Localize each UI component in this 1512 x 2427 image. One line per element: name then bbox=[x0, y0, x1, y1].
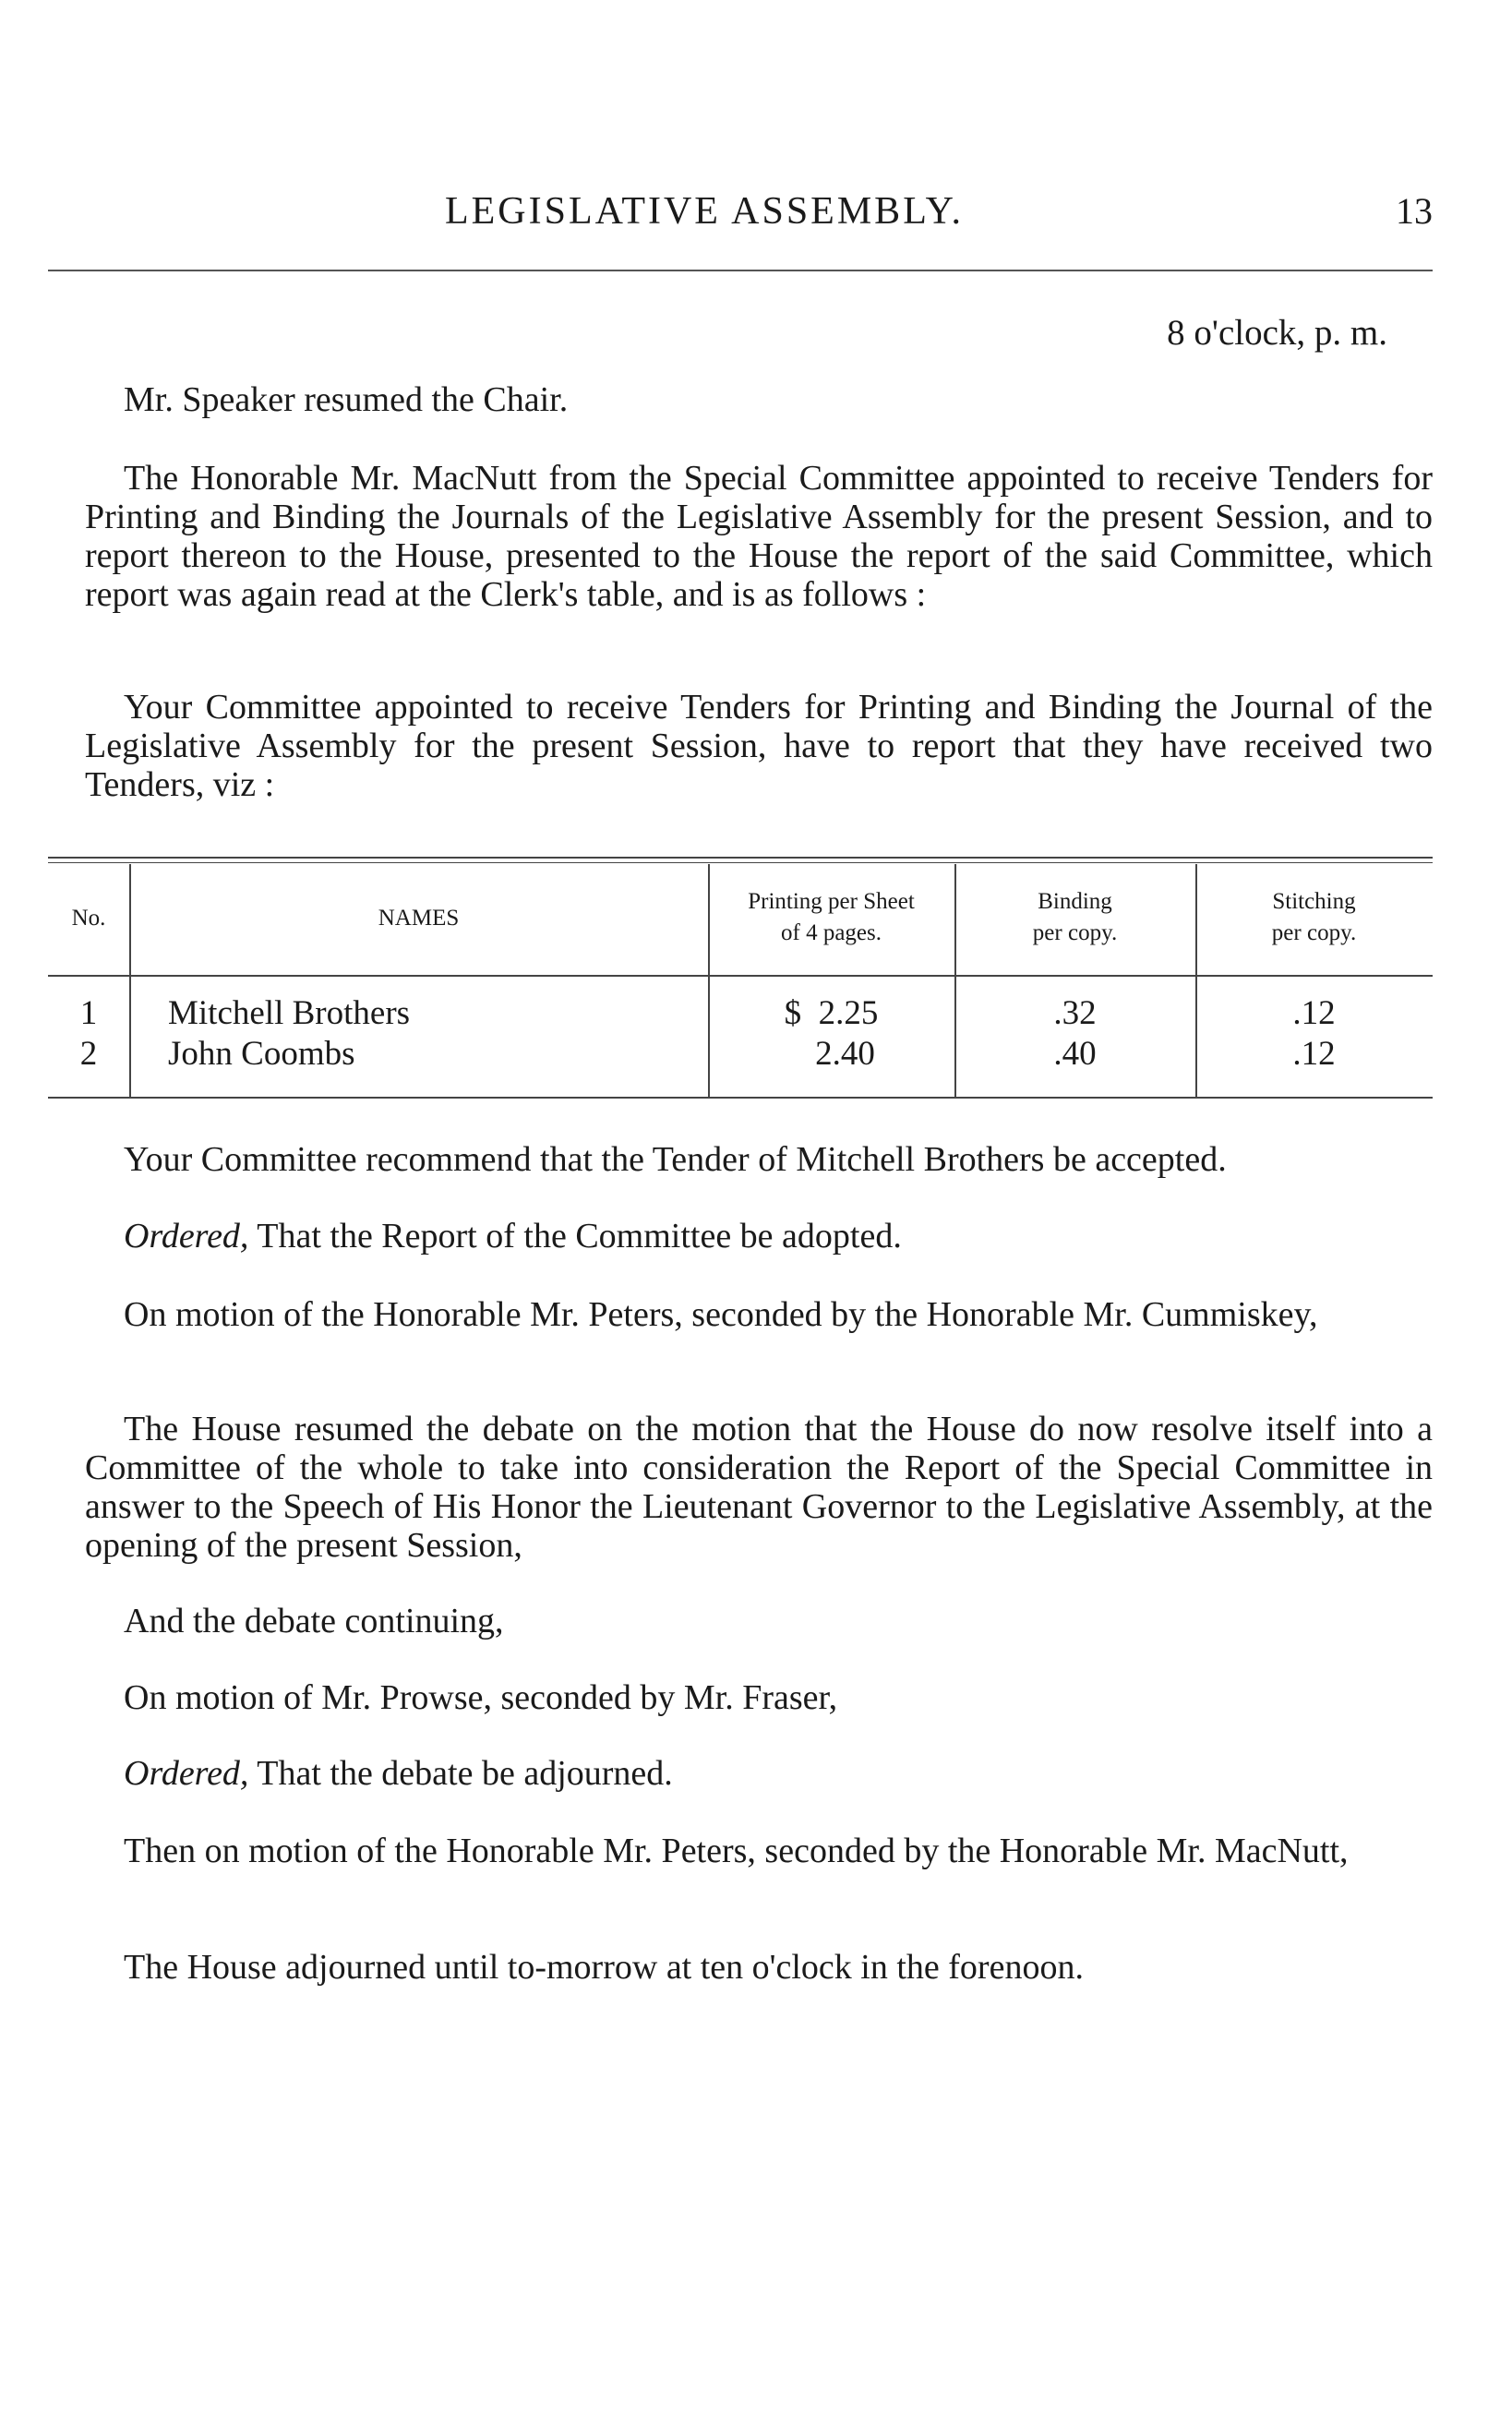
table-cell-name: Mitchell Brothers bbox=[168, 994, 411, 1032]
paragraph-debate-continuing: And the debate continuing, bbox=[124, 1602, 504, 1640]
page-number: 13 bbox=[1396, 190, 1433, 232]
paragraph-motion-macnutt: Then on motion of the Honorable Mr. Peters, seconded by the Honorable Mr. MacNutt, bbox=[124, 1832, 1349, 1870]
paragraph-motion-peters: On motion of the Honorable Mr. Peters, seconded by the Honorable Mr. Cummiskey, bbox=[124, 1295, 1318, 1334]
paragraph-ordered-adopted bbox=[85, 1217, 1471, 1256]
paragraph-ordered-adjourned bbox=[85, 1754, 1471, 1793]
table-rule-bottom bbox=[48, 1097, 1433, 1099]
paragraph-house-adjourned: The House adjourned until to-morrow at ten o'clock in the forenoon. bbox=[124, 1948, 1084, 1987]
tenders-table bbox=[48, 857, 1433, 1101]
ordered-label: Ordered, bbox=[124, 1754, 249, 1793]
table-cell-stitching: .12 bbox=[1292, 994, 1336, 1032]
page-header bbox=[48, 189, 1433, 245]
table-cell-no: 1 bbox=[79, 994, 98, 1032]
table-rule-top-double bbox=[48, 862, 1433, 863]
table-cell-binding: .40 bbox=[1053, 1035, 1097, 1073]
ordered-text: That the debate be adjourned. bbox=[248, 1754, 673, 1793]
table-cell-printing: $ 2.25 bbox=[784, 994, 879, 1032]
table-header-no: No. bbox=[71, 906, 106, 931]
table-header-binding-line1: Binding bbox=[1038, 889, 1112, 914]
table-rule-top bbox=[48, 857, 1433, 859]
table-header-printing bbox=[708, 886, 954, 949]
ordered-label: Ordered, bbox=[124, 1217, 249, 1256]
paragraph-speaker: Mr. Speaker resumed the Chair. bbox=[124, 380, 569, 419]
table-cell-stitching: .12 bbox=[1292, 1035, 1336, 1073]
table-header-stitching-line2: per copy. bbox=[1271, 920, 1357, 945]
table-header-printing-line2: of 4 pages. bbox=[781, 920, 882, 945]
session-time: 8 o'clock, p. m. bbox=[1167, 313, 1387, 353]
paragraph-committee-report: The Honorable Mr. MacNutt from the Special Committee appointed to receive Tenders for Printing and Binding the Journals of the Legislative Assembly for the present Session, and to report thereon to the House, presented to the House the report of the said Committee, which report was again read at the Clerk's table, and is as follows : bbox=[85, 459, 1433, 614]
table-cell-printing: 2.40 bbox=[815, 1035, 875, 1073]
table-header-binding bbox=[954, 886, 1195, 949]
paragraph-recommendation: Your Committee recommend that the Tender of Mitchell Brothers be accepted. bbox=[124, 1140, 1227, 1179]
table-cell-name: John Coombs bbox=[168, 1035, 355, 1073]
table-header-stitching bbox=[1195, 886, 1433, 949]
table-header-stitching-line1: Stitching bbox=[1272, 889, 1356, 914]
table-cell-no: 2 bbox=[79, 1035, 98, 1073]
page-title: LEGISLATIVE ASSEMBLY. bbox=[445, 190, 965, 233]
ordered-text: That the Report of the Committee be adopted. bbox=[248, 1217, 902, 1256]
header-rule bbox=[48, 270, 1433, 271]
table-rule-header bbox=[48, 975, 1433, 977]
paragraph-debate-resumed: The House resumed the debate on the motion that the House do now resolve itself into a Committee of the whole to take into consideration the Report of the Special Committee in answer to the Speech of His Honor the Lieutenant Governor to the Legislative Assembly, at the opening of the present Session, bbox=[85, 1410, 1433, 1565]
table-header-binding-line2: per copy. bbox=[1032, 920, 1118, 945]
table-header-printing-line1: Printing per Sheet bbox=[748, 889, 915, 914]
paragraph-committee-tenders: Your Committee appointed to receive Tenders for Printing and Binding the Journal of the Legislative Assembly for the present Session, have to report that they have received two Tenders, viz : bbox=[85, 688, 1433, 804]
paragraph-motion-prowse: On motion of Mr. Prowse, seconded by Mr. Fraser, bbox=[124, 1678, 838, 1717]
table-col-divider bbox=[129, 864, 131, 1097]
table-cell-binding: .32 bbox=[1053, 994, 1097, 1032]
table-header-names: NAMES bbox=[378, 906, 460, 931]
